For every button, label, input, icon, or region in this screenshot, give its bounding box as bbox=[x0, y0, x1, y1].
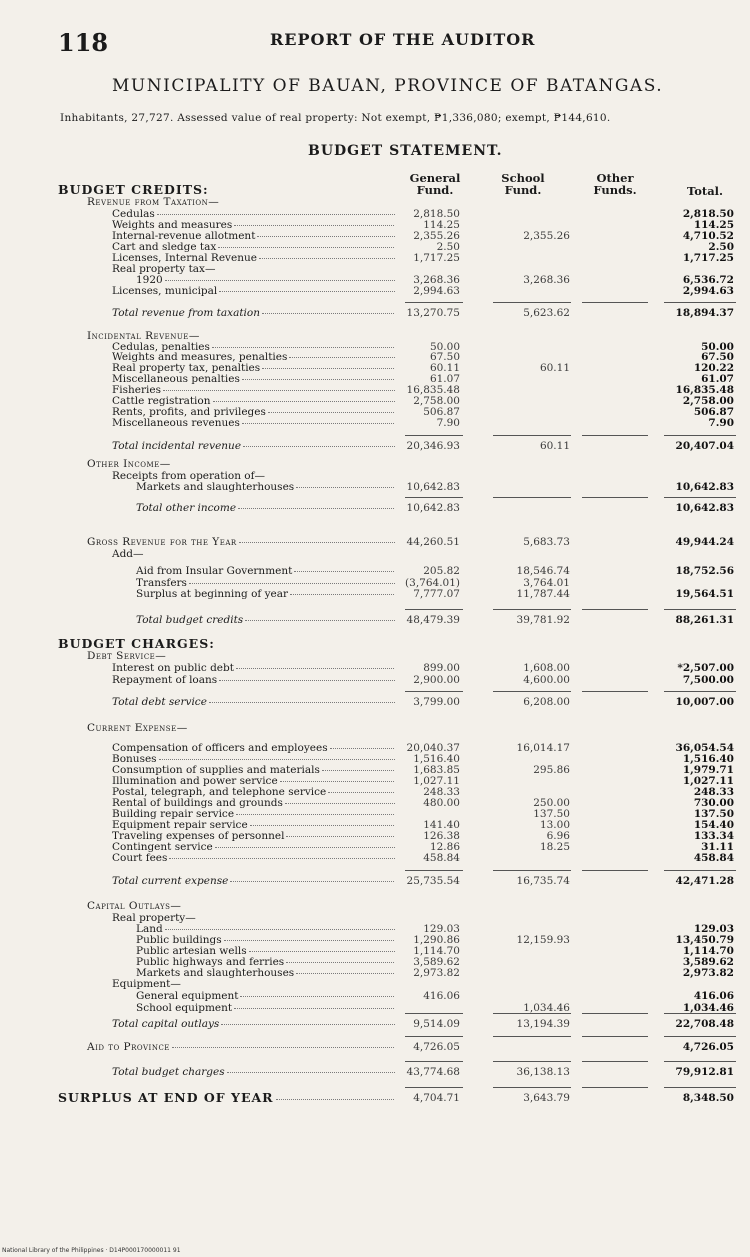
general-fund-value: 480.00 bbox=[423, 797, 460, 809]
column-rule bbox=[405, 1013, 463, 1014]
row-label-area bbox=[0, 638, 395, 650]
library-footer: National Library of the Philippines · D14P000170000011 91 bbox=[2, 1247, 181, 1254]
row-label: Real property tax— bbox=[112, 263, 216, 275]
school-fund-value: 18,546.74 bbox=[516, 565, 570, 577]
row-label: Consumption of supplies and materials bbox=[112, 764, 395, 776]
general-fund-value: 48,479.39 bbox=[406, 614, 460, 626]
table-row bbox=[0, 196, 750, 208]
total-value: 114.25 bbox=[693, 219, 734, 231]
table-row bbox=[0, 1066, 750, 1078]
table-row bbox=[0, 900, 750, 912]
total-value: 1,027.11 bbox=[682, 775, 734, 787]
school-fund-value: 3,643.79 bbox=[523, 1092, 570, 1104]
general-fund-value: 16,835.48 bbox=[406, 384, 460, 396]
table-row bbox=[0, 674, 750, 686]
general-fund-value: 20,346.93 bbox=[406, 440, 460, 452]
row-label: Internal-revenue allotment bbox=[112, 230, 395, 242]
total-value: 2,758.00 bbox=[682, 395, 734, 407]
column-rule bbox=[582, 435, 648, 436]
row-label: Miscellaneous penalties bbox=[112, 373, 395, 385]
school-fund-value: 5,623.62 bbox=[523, 307, 570, 319]
row-label: Interest on public debt bbox=[112, 662, 395, 674]
table-row bbox=[0, 614, 750, 626]
general-fund-value: 2,355.26 bbox=[413, 230, 460, 242]
total-value: 49,944.24 bbox=[675, 536, 734, 548]
total-value: 61.07 bbox=[701, 373, 734, 385]
column-rule bbox=[664, 1036, 736, 1037]
row-label-area bbox=[0, 1092, 395, 1104]
row-label: Total budget credits bbox=[136, 614, 395, 626]
school-fund-value: 137.50 bbox=[533, 808, 570, 820]
column-rule bbox=[582, 870, 648, 871]
total-value: 120.22 bbox=[693, 362, 734, 374]
school-fund-value: 6.96 bbox=[546, 830, 570, 842]
table-row bbox=[0, 1092, 750, 1104]
table-row bbox=[0, 502, 750, 514]
row-label: Real property tax, penalties bbox=[112, 362, 395, 374]
general-fund-value: 10,642.83 bbox=[406, 481, 460, 493]
row-label: Transfers bbox=[136, 577, 395, 589]
row-label: Revenue from Taxation— bbox=[87, 196, 220, 208]
general-fund-value: 416.06 bbox=[423, 990, 460, 1002]
row-label-area bbox=[0, 536, 395, 548]
column-rule bbox=[582, 1036, 648, 1037]
table-row bbox=[0, 722, 750, 734]
school-fund-value: 16,014.17 bbox=[516, 742, 570, 754]
general-fund-value: 9,514.09 bbox=[413, 1018, 460, 1030]
total-value: 7.90 bbox=[708, 417, 734, 429]
row-label-area bbox=[0, 307, 395, 319]
school-fund-value: 3,764.01 bbox=[523, 577, 570, 589]
row-label: 1920 bbox=[136, 274, 395, 286]
general-fund-value: 50.00 bbox=[429, 341, 460, 353]
general-fund-value: 1,516.40 bbox=[413, 753, 460, 765]
column-rule bbox=[664, 609, 736, 610]
school-fund-value: 6,208.00 bbox=[523, 696, 570, 708]
school-fund-value: 3,268.36 bbox=[523, 274, 570, 286]
column-rule bbox=[493, 691, 571, 692]
row-label: Illumination and power service bbox=[112, 775, 395, 787]
general-fund-value: 3,799.00 bbox=[413, 696, 460, 708]
column-rule bbox=[664, 1013, 736, 1014]
table-row bbox=[0, 852, 750, 864]
row-label: Incidental Revenue— bbox=[87, 330, 200, 342]
row-label-area bbox=[0, 722, 395, 734]
column-rule bbox=[582, 691, 648, 692]
general-fund-value: 1,717.25 bbox=[413, 252, 460, 264]
row-label: BUDGET CREDITS: bbox=[58, 184, 209, 196]
row-label-area bbox=[0, 184, 395, 196]
general-fund-value: 114.25 bbox=[423, 219, 460, 231]
school-fund-value: 12,159.93 bbox=[516, 934, 570, 946]
row-label: Aid from Insular Government bbox=[136, 565, 395, 577]
row-label: Gross Revenue for the Year bbox=[87, 536, 395, 548]
table-row bbox=[0, 1041, 750, 1053]
column-rule bbox=[405, 609, 463, 610]
total-value: 506.87 bbox=[693, 406, 734, 418]
general-fund-value: 248.33 bbox=[423, 786, 460, 798]
total-value: 1,516.40 bbox=[682, 753, 734, 765]
total-value: 10,007.00 bbox=[675, 696, 734, 708]
column-header-line: Fund. bbox=[504, 183, 542, 197]
school-fund-value: 16,735.74 bbox=[516, 875, 570, 887]
total-value: 13,450.79 bbox=[675, 934, 734, 946]
row-label: Surplus at beginning of year bbox=[136, 588, 395, 600]
column-rule bbox=[582, 302, 648, 303]
general-fund-value: 2,900.00 bbox=[413, 674, 460, 686]
total-value: 1,717.25 bbox=[682, 252, 734, 264]
total-value: 18,894.37 bbox=[675, 307, 734, 319]
total-value: 730.00 bbox=[693, 797, 734, 809]
total-value: 36,054.54 bbox=[675, 742, 734, 754]
row-label: General equipment bbox=[136, 990, 395, 1002]
column-header-line: School bbox=[501, 171, 545, 185]
general-fund-value: 3,268.36 bbox=[413, 274, 460, 286]
row-label: Bonuses bbox=[112, 753, 395, 765]
total-value: 42,471.28 bbox=[675, 875, 734, 887]
general-fund-value: (3,764.01) bbox=[405, 577, 460, 589]
column-rule bbox=[493, 1087, 571, 1088]
column-header-line: Funds. bbox=[593, 183, 637, 197]
row-label-area bbox=[0, 875, 395, 887]
column-rule bbox=[405, 302, 463, 303]
row-label: Total revenue from taxation bbox=[112, 307, 395, 319]
row-label-area bbox=[0, 1041, 395, 1053]
school-fund-value: 1,034.46 bbox=[523, 1002, 570, 1014]
general-fund-value: 129.03 bbox=[423, 923, 460, 935]
row-label-area bbox=[0, 440, 395, 452]
row-label-area bbox=[0, 565, 395, 577]
general-fund-value: 44,260.51 bbox=[406, 536, 460, 548]
total-value: 137.50 bbox=[693, 808, 734, 820]
general-fund-value: 20,040.37 bbox=[406, 742, 460, 754]
row-label: Markets and slaughterhouses bbox=[136, 967, 395, 979]
general-fund-value: 7.90 bbox=[436, 417, 460, 429]
column-rule bbox=[493, 497, 571, 498]
row-label: Land bbox=[136, 923, 395, 935]
column-rule bbox=[405, 1087, 463, 1088]
row-label-area bbox=[0, 900, 395, 912]
column-rule bbox=[664, 870, 736, 871]
column-rule bbox=[405, 435, 463, 436]
row-label: Other Income— bbox=[87, 458, 171, 470]
column-rule bbox=[664, 497, 736, 498]
school-fund-value: 36,138.13 bbox=[516, 1066, 570, 1078]
column-rule bbox=[582, 1087, 648, 1088]
total-value: 248.33 bbox=[693, 786, 734, 798]
document-title: MUNICIPALITY OF BAUAN, PROVINCE OF BATANGAS. bbox=[112, 76, 664, 96]
total-value: 16,835.48 bbox=[675, 384, 734, 396]
column-rule bbox=[664, 691, 736, 692]
total-value: 7,500.00 bbox=[682, 674, 734, 686]
row-label-area bbox=[0, 674, 395, 686]
school-fund-value: 5,683.73 bbox=[523, 536, 570, 548]
general-fund-value: 1,027.11 bbox=[413, 775, 460, 787]
school-fund-value: 39,781.92 bbox=[516, 614, 570, 626]
row-label: Real property— bbox=[112, 912, 196, 924]
total-value: 67.50 bbox=[701, 351, 734, 363]
total-value: 8,348.50 bbox=[682, 1092, 734, 1104]
statement-title: BUDGET STATEMENT. bbox=[308, 143, 503, 159]
row-label-area bbox=[0, 696, 395, 708]
general-fund-value: 43,774.68 bbox=[406, 1066, 460, 1078]
row-label: Current Expense— bbox=[87, 722, 188, 734]
general-fund-value: 13,270.75 bbox=[406, 307, 460, 319]
row-label: Total other income bbox=[136, 502, 395, 514]
row-label: Cedulas bbox=[112, 208, 395, 220]
general-fund-value: 2,758.00 bbox=[413, 395, 460, 407]
school-fund-value: 18.25 bbox=[539, 841, 570, 853]
table-row bbox=[0, 662, 750, 674]
total-value: 154.40 bbox=[693, 819, 734, 831]
table-row bbox=[0, 990, 750, 1002]
total-value: 10,642.83 bbox=[675, 481, 734, 493]
row-label: SURPLUS AT END OF YEAR bbox=[58, 1092, 395, 1104]
column-header-line: General bbox=[409, 171, 461, 185]
row-label: Receipts from operation of— bbox=[112, 470, 266, 482]
column-rule bbox=[664, 302, 736, 303]
column-rule bbox=[582, 1061, 648, 1062]
total-value: 50.00 bbox=[701, 341, 734, 353]
row-label: Cart and sledge tax bbox=[112, 241, 395, 253]
total-value: 22,708.48 bbox=[675, 1018, 734, 1030]
row-label: Weights and measures, penalties bbox=[112, 351, 395, 363]
general-fund-value: 458.84 bbox=[423, 852, 460, 864]
total-value: 18,752.56 bbox=[675, 565, 734, 577]
general-fund-value: 4,726.05 bbox=[413, 1041, 460, 1053]
general-fund-value: 12.86 bbox=[429, 841, 460, 853]
school-fund-value: 295.86 bbox=[533, 764, 570, 776]
column-rule bbox=[493, 435, 571, 436]
school-fund-value: 11,787.44 bbox=[516, 588, 570, 600]
column-rule bbox=[493, 1013, 571, 1014]
general-fund-value: 126.38 bbox=[423, 830, 460, 842]
total-value: 129.03 bbox=[693, 923, 734, 935]
row-label-area bbox=[0, 481, 395, 493]
general-fund-value: 141.40 bbox=[423, 819, 460, 831]
row-label: Equipment repair service bbox=[112, 819, 395, 831]
school-fund-value: 2,355.26 bbox=[523, 230, 570, 242]
row-label: Building repair service bbox=[112, 808, 395, 820]
general-fund-value: 61.07 bbox=[429, 373, 460, 385]
row-label: Cattle registration bbox=[112, 395, 395, 407]
table-row bbox=[0, 565, 750, 577]
total-value: 2,994.63 bbox=[682, 285, 734, 297]
running-head: REPORT OF THE AUDITOR bbox=[270, 30, 536, 49]
row-label-area bbox=[0, 614, 395, 626]
row-label-area bbox=[0, 1002, 395, 1014]
school-fund-value: 1,608.00 bbox=[523, 662, 570, 674]
total-value: 133.34 bbox=[693, 830, 734, 842]
column-rule bbox=[493, 609, 571, 610]
table-row bbox=[0, 978, 750, 990]
total-value: 2,818.50 bbox=[682, 208, 734, 220]
column-rule bbox=[582, 609, 648, 610]
table-row bbox=[0, 1018, 750, 1030]
row-label-area bbox=[0, 502, 395, 514]
row-label: Licenses, Internal Revenue bbox=[112, 252, 395, 264]
column-rule bbox=[405, 1061, 463, 1062]
table-row bbox=[0, 650, 750, 662]
row-label: Public artesian wells bbox=[136, 945, 395, 957]
column-header-total: Total. bbox=[686, 184, 724, 198]
total-value: 1,114.70 bbox=[682, 945, 734, 957]
table-row bbox=[0, 417, 750, 429]
row-label: Total capital outlays bbox=[112, 1018, 395, 1030]
row-label: Total current expense bbox=[112, 875, 395, 887]
row-label: Compensation of officers and employees bbox=[112, 742, 395, 754]
table-row bbox=[0, 440, 750, 452]
general-fund-value: 3,589.62 bbox=[413, 956, 460, 968]
total-value: 10,642.83 bbox=[675, 502, 734, 514]
row-label: Postal, telegraph, and telephone service bbox=[112, 786, 395, 798]
row-label-area bbox=[0, 978, 395, 990]
row-label: Licenses, municipal bbox=[112, 285, 395, 297]
row-label-area bbox=[0, 285, 395, 297]
column-rule bbox=[493, 1036, 571, 1037]
general-fund-value: 7,777.07 bbox=[413, 588, 460, 600]
row-label-area bbox=[0, 1066, 395, 1078]
general-fund-value: 506.87 bbox=[423, 406, 460, 418]
total-value: 4,726.05 bbox=[682, 1041, 734, 1053]
table-row bbox=[0, 548, 750, 560]
school-fund-value: 13,194.39 bbox=[516, 1018, 570, 1030]
table-row bbox=[0, 481, 750, 493]
general-fund-value: 899.00 bbox=[423, 662, 460, 674]
school-fund-value: 13.00 bbox=[539, 819, 570, 831]
row-label: Debt Service— bbox=[87, 650, 167, 662]
general-fund-value: 1,290.86 bbox=[413, 934, 460, 946]
column-rule bbox=[405, 1036, 463, 1037]
school-fund-value: 250.00 bbox=[533, 797, 570, 809]
table-row bbox=[0, 638, 750, 650]
column-rule bbox=[493, 1061, 571, 1062]
column-rule bbox=[664, 1087, 736, 1088]
general-fund-value: 205.82 bbox=[423, 565, 460, 577]
column-rule bbox=[493, 870, 571, 871]
column-rule bbox=[405, 497, 463, 498]
row-label: Markets and slaughterhouses bbox=[136, 481, 395, 493]
column-header-line: Fund. bbox=[416, 183, 454, 197]
row-label-area bbox=[0, 852, 395, 864]
row-label: Capital Outlays— bbox=[87, 900, 182, 912]
school-fund-value: 4,600.00 bbox=[523, 674, 570, 686]
row-label-area bbox=[0, 548, 395, 560]
table-row bbox=[0, 875, 750, 887]
total-value: 458.84 bbox=[693, 852, 734, 864]
column-rule bbox=[405, 691, 463, 692]
total-value: 2.50 bbox=[708, 241, 734, 253]
row-label-area bbox=[0, 417, 395, 429]
row-label: School equipment bbox=[136, 1002, 395, 1014]
column-header-line: Other bbox=[596, 171, 634, 185]
row-label: Public buildings bbox=[136, 934, 395, 946]
row-label: Weights and measures bbox=[112, 219, 395, 231]
school-fund-value: 60.11 bbox=[539, 440, 570, 452]
row-label: Repayment of loans bbox=[112, 674, 395, 686]
total-value: 2,973.82 bbox=[682, 967, 734, 979]
general-fund-value: 60.11 bbox=[429, 362, 460, 374]
row-label: Rents, profits, and privileges bbox=[112, 406, 395, 418]
column-rule bbox=[664, 1061, 736, 1062]
total-value: 31.11 bbox=[701, 841, 734, 853]
row-label-area bbox=[0, 196, 395, 208]
general-fund-value: 2,994.63 bbox=[413, 285, 460, 297]
total-value: 416.06 bbox=[693, 990, 734, 1002]
row-label: Traveling expenses of personnel bbox=[112, 830, 395, 842]
row-label-area bbox=[0, 1018, 395, 1030]
total-value: 20,407.04 bbox=[675, 440, 734, 452]
table-row bbox=[0, 536, 750, 548]
total-value: 6,536.72 bbox=[682, 274, 734, 286]
table-row bbox=[0, 458, 750, 470]
row-label: Cedulas, penalties bbox=[112, 341, 395, 353]
row-label: Add— bbox=[112, 548, 144, 560]
row-label: Total debt service bbox=[112, 696, 395, 708]
row-label-area bbox=[0, 458, 395, 470]
column-rule bbox=[582, 1013, 648, 1014]
general-fund-value: 1,114.70 bbox=[413, 945, 460, 957]
general-fund-value: 67.50 bbox=[429, 351, 460, 363]
row-label-area bbox=[0, 662, 395, 674]
row-label: Total incidental revenue bbox=[112, 440, 395, 452]
row-label-area bbox=[0, 588, 395, 600]
total-value: 1,034.46 bbox=[682, 1002, 734, 1014]
general-fund-value: 25,735.54 bbox=[406, 875, 460, 887]
total-value: 4,710.52 bbox=[682, 230, 734, 242]
general-fund-value: 1,683.85 bbox=[413, 764, 460, 776]
inhabitants-line: Inhabitants, 27,727. Assessed value of real property: Not exempt, ₱1,336,080; exempt, ₱144,610. bbox=[60, 112, 611, 124]
table-row bbox=[0, 184, 750, 196]
column-rule bbox=[493, 302, 571, 303]
school-fund-value: 60.11 bbox=[539, 362, 570, 374]
row-label: Public highways and ferries bbox=[136, 956, 395, 968]
row-label-area bbox=[0, 650, 395, 662]
row-label: Rental of buildings and grounds bbox=[112, 797, 395, 809]
total-value: 88,261.31 bbox=[675, 614, 734, 626]
page-number: 118 bbox=[58, 28, 109, 57]
column-rule bbox=[405, 870, 463, 871]
row-label: Court fees bbox=[112, 852, 395, 864]
column-rule bbox=[582, 497, 648, 498]
general-fund-value: 2,973.82 bbox=[413, 967, 460, 979]
table-row bbox=[0, 285, 750, 297]
total-value: 3,589.62 bbox=[682, 956, 734, 968]
row-label: Aid to Province bbox=[87, 1041, 395, 1053]
table-row bbox=[0, 588, 750, 600]
general-fund-value: 2.50 bbox=[436, 241, 460, 253]
general-fund-value: 10,642.83 bbox=[406, 502, 460, 514]
total-value: *2,507.00 bbox=[677, 662, 734, 674]
row-label: Equipment— bbox=[112, 978, 181, 990]
row-label: BUDGET CHARGES: bbox=[58, 638, 215, 650]
table-row bbox=[0, 696, 750, 708]
row-label: Miscellaneous revenues bbox=[112, 417, 395, 429]
row-label: Fisheries bbox=[112, 384, 395, 396]
row-label-area bbox=[0, 990, 395, 1002]
column-rule bbox=[664, 435, 736, 436]
total-value: 79,912.81 bbox=[675, 1066, 734, 1078]
total-value: 19,564.51 bbox=[675, 588, 734, 600]
general-fund-value: 2,818.50 bbox=[413, 208, 460, 220]
total-value: 1,979.71 bbox=[682, 764, 734, 776]
general-fund-value: 4,704.71 bbox=[413, 1092, 460, 1104]
row-label: Contingent service bbox=[112, 841, 395, 853]
row-label: Total budget charges bbox=[112, 1066, 395, 1078]
table-row bbox=[0, 307, 750, 319]
